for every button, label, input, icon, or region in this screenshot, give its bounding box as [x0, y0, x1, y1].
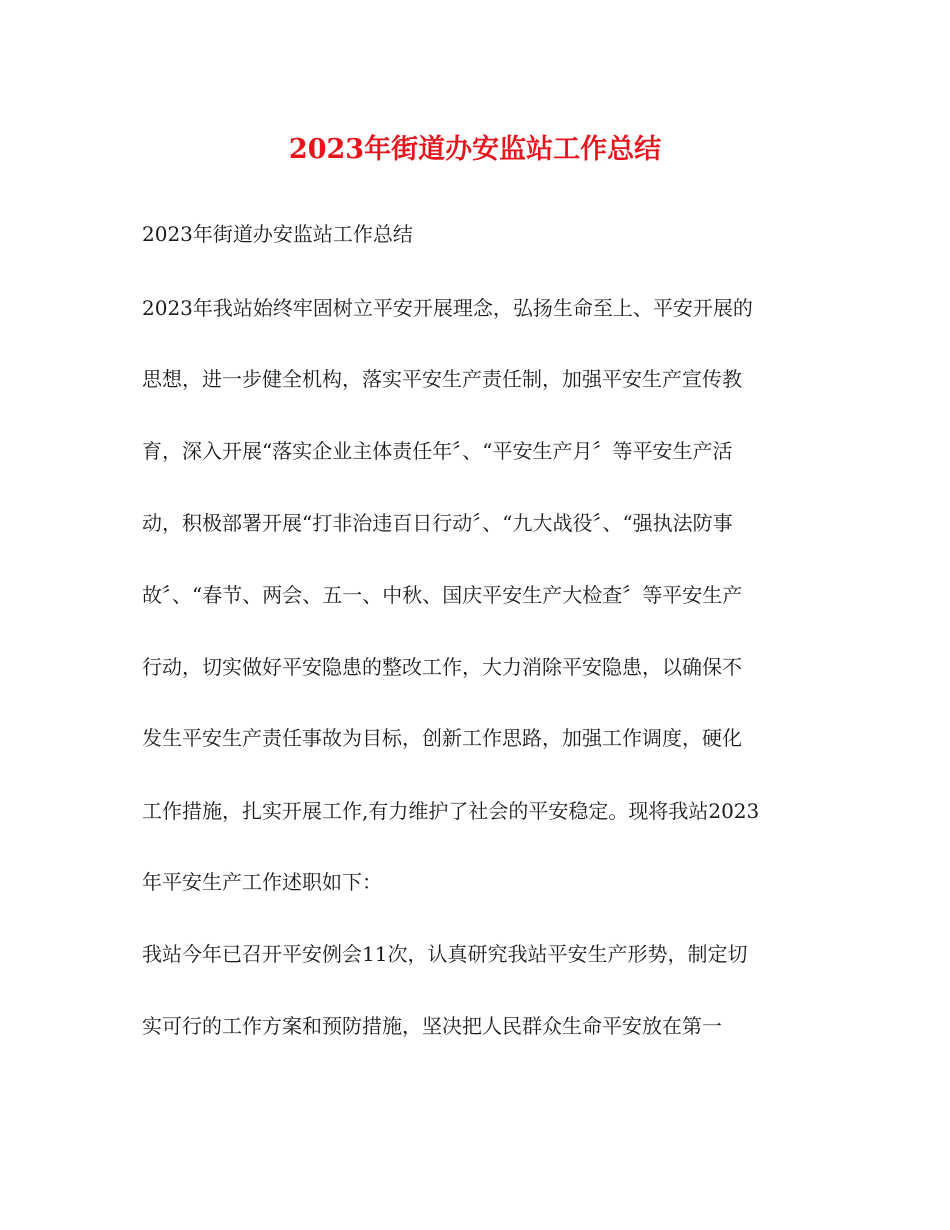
document-title: 2023年街道办安监站工作总结 — [288, 134, 662, 165]
paragraph-line: 我站今年已召开平安例会11次，认真研究我站平安生产形势，制定切 — [142, 942, 748, 966]
paragraph-line: 故〞、“春节、两会、五一、中秋、国庆平安生产大检查〞等平安生产 — [142, 583, 743, 607]
paragraph-line: 育，深入开展“落实企业主体责任年〞、“平安生产月〞等平安生产活 — [142, 439, 733, 463]
paragraph-line: 年平安生产工作述职如下： — [142, 870, 382, 894]
paragraph-line: 实可行的工作方案和预防措施，坚决把人民群众生命平安放在第一 — [142, 1014, 722, 1038]
document-subtitle: 2023年街道办安监站工作总结 — [142, 222, 413, 246]
paragraph-line: 工作措施，扎实开展工作,有力维护了社会的平安稳定。现将我站2023 — [142, 799, 760, 823]
paragraph-line: 行动，切实做好平安隐患的整改工作，大力消除平安隐患，以确保不 — [142, 655, 742, 679]
paragraph-line: 2023年我站始终牢固树立平安开展理念，弘扬生命至上、平安开展的 — [142, 296, 753, 320]
paragraph-line: 动，积极部署开展“打非治违百日行动〞、“九大战役〞、“强执法防事 — [142, 511, 733, 535]
paragraph-line: 思想，进一步健全机构，落实平安生产责任制，加强平安生产宣传教 — [142, 367, 742, 391]
paragraph-line: 发生平安生产责任事故为目标，创新工作思路，加强工作调度，硬化 — [142, 726, 742, 750]
